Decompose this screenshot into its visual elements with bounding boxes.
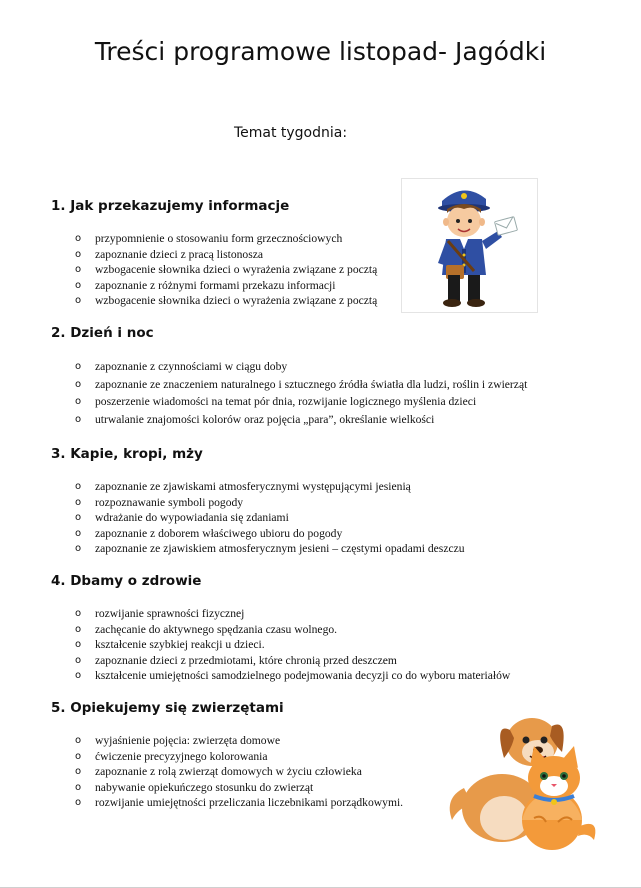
bullet-icon: o (75, 396, 82, 407)
list-item (75, 293, 377, 309)
list-item-text: wyjaśnienie pojęcia: zwierzęta domowe (95, 734, 281, 747)
list-item (75, 653, 510, 669)
bullet-icon: o (75, 361, 82, 372)
bullet-icon: o (75, 623, 82, 635)
bullet-icon: o (75, 608, 82, 619)
section-heading: 1. Jak przekazujemy informacje (51, 198, 290, 214)
list-item-text: rozwijanie umiejętności przeliczania liczebnikami porządkowymi. (95, 796, 404, 810)
list-item (75, 541, 465, 557)
list-item-text: poszerzenie wiadomości na temat pór dnia, rozwijanie logicznego myślenia dzieci (95, 395, 477, 408)
section-heading: 2. Dzień i noc (51, 325, 154, 341)
section-1-list (75, 231, 377, 309)
list-item-text: zapoznanie ze znaczeniem naturalnego i sztucznego źródła światła dla ludzi, roślin i zwierząt (95, 377, 528, 391)
section-3 (51, 446, 631, 556)
pets-illustration (442, 708, 602, 853)
list-item (75, 262, 377, 278)
bullet-icon: o (75, 781, 82, 793)
document-title: Treści programowe listopad- Jagódki (94, 37, 547, 66)
bullet-icon: o (75, 413, 82, 425)
bullet-icon: o (75, 279, 82, 291)
list-item-text: kształcenie umiejętności samodzielnego podejmowania decyzji co do wyboru materiałów (95, 669, 511, 683)
bullet-icon: o (75, 481, 82, 492)
list-item-text: zapoznanie dzieci z przedmiotami, które chronią przed deszczem (95, 653, 397, 667)
list-item (75, 526, 465, 542)
section-5-list (75, 733, 403, 811)
list-item (75, 510, 465, 526)
bullet-icon: o (75, 639, 82, 651)
list-item-text: przypomnienie o stosowaniu form grzecznościowych (95, 232, 343, 245)
section-2-list (75, 358, 527, 428)
list-item-text: rozpoznawanie symboli pogody (95, 495, 244, 509)
list-item (75, 733, 403, 749)
bullet-icon: o (75, 248, 82, 260)
list-item-text: zapoznanie ze zjawiskami atmosferycznymi występującymi jesienią (95, 480, 411, 493)
list-item (75, 393, 527, 411)
bullet-icon: o (75, 735, 82, 746)
week-topic-label (0, 125, 641, 141)
bullet-icon: o (75, 496, 82, 508)
list-item (75, 278, 377, 294)
list-item (75, 479, 465, 495)
list-item-text: nabywanie opiekuńczego stosunku do zwierząt (95, 780, 314, 794)
list-item (75, 411, 527, 429)
list-item-text: ćwiczenie precyzyjnego kolorowania (95, 749, 268, 763)
bullet-icon: o (75, 264, 82, 276)
list-item-text: wzbogacenie słownika dzieci o wyrażenia związane z pocztą (95, 294, 378, 308)
list-item (75, 358, 527, 376)
list-item (75, 764, 403, 780)
list-item-text: kształcenie szybkiej reakcji u dzieci. (95, 638, 265, 652)
bullet-icon: o (75, 295, 82, 307)
list-item (75, 637, 510, 653)
list-item-text: rozwijanie sprawności fizycznej (95, 607, 245, 620)
list-item (75, 795, 403, 811)
list-item-text: zachęcanie do aktywnego spędzania czasu wolnego. (95, 622, 338, 636)
section-heading: 4. Dbamy o zdrowie (51, 573, 202, 589)
list-item (75, 780, 403, 796)
list-item-text: zapoznanie z doborem właściwego ubioru do pogody (95, 526, 343, 540)
section-4-list (75, 606, 510, 684)
postman-icon (402, 179, 537, 312)
list-item-text: zapoznanie z różnymi formami przekazu informacji (95, 278, 336, 292)
section-1 (51, 198, 631, 308)
bullet-icon: o (75, 670, 82, 682)
week-topic-text: Temat tygodnia: (233, 125, 348, 141)
list-item (75, 231, 377, 247)
bullet-icon: o (75, 797, 82, 809)
list-item (75, 668, 510, 684)
list-item (75, 247, 377, 263)
list-item (75, 622, 510, 638)
bullet-icon: o (75, 766, 82, 778)
dog-and-cat-icon (442, 708, 602, 853)
list-item (75, 749, 403, 765)
list-item-text: wzbogacenie słownika dzieci o wyrażenia związane z pocztą (95, 263, 378, 277)
section-4 (51, 573, 631, 683)
list-item (75, 606, 510, 622)
list-item (75, 376, 527, 394)
bullet-icon: o (75, 512, 82, 524)
section-2 (51, 325, 631, 426)
section-heading: 5. Opiekujemy się zwierzętami (51, 700, 284, 716)
bullet-icon: o (75, 543, 82, 555)
postman-illustration (401, 178, 538, 313)
bullet-icon: o (75, 233, 82, 244)
list-item-text: zapoznanie z czynnościami w ciągu doby (95, 360, 288, 373)
bullet-icon: o (75, 527, 82, 539)
list-item-text: zapoznanie z rolą zwierząt domowych w życiu człowieka (95, 765, 362, 779)
list-item-text: zapoznanie dzieci z pracą listonosza (95, 247, 264, 261)
bullet-icon: o (75, 378, 82, 390)
section-heading: 3. Kapie, kropi, mży (51, 446, 203, 462)
list-item-text: utrwalanie znajomości kolorów oraz pojęcia „para”, określanie wielkości (95, 412, 435, 426)
list-item (75, 495, 465, 511)
list-item-text: wdrażanie do wypowiadania się zdaniami (95, 511, 289, 525)
list-item-text: zapoznanie ze zjawiskiem atmosferycznym jesieni – częstymi opadami deszczu (95, 542, 465, 556)
bullet-icon: o (75, 750, 82, 762)
section-3-list (75, 479, 465, 557)
bullet-icon: o (75, 654, 82, 666)
